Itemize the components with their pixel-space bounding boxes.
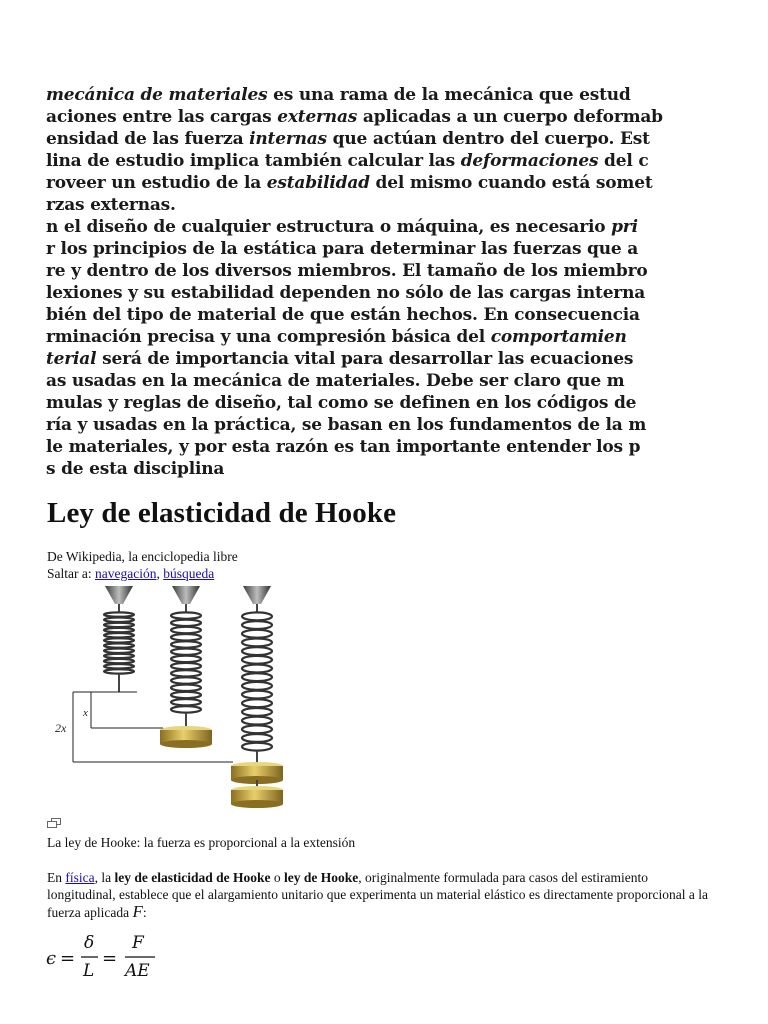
- coil-turn: [171, 706, 201, 712]
- coil-turn: [242, 682, 272, 690]
- scan-text: roveer un estudio de la: [46, 173, 267, 193]
- coil-turn: [104, 654, 134, 658]
- spring-3: [231, 586, 283, 808]
- intro-paragraph: [47, 869, 717, 921]
- scan-emphasis: pri: [611, 217, 638, 237]
- hooke-springs-figure: [45, 586, 295, 812]
- coil-turn: [171, 620, 201, 626]
- scan-line: [46, 238, 638, 260]
- coil-turn: [242, 743, 272, 751]
- scanned-text-excerpt: [46, 84, 663, 482]
- coil-turn: [171, 634, 201, 640]
- coil-turn: [242, 612, 272, 620]
- scan-line: [46, 128, 650, 150]
- coil-turn: [104, 659, 134, 663]
- scan-line: [46, 150, 648, 172]
- scan-line: [46, 392, 636, 414]
- coil-turn: [242, 656, 272, 664]
- scan-text: bién del tipo de material de que están hechos. En consecuencia: [46, 305, 640, 325]
- scan-text: as usadas en la mecánica de materiales. Debe ser claro que m: [46, 371, 625, 391]
- figure-caption: La ley de Hooke: la fuerza es proporcional a la extensión: [47, 835, 356, 850]
- scan-line: [46, 458, 224, 480]
- scan-emphasis: mecánica de materiales: [46, 85, 268, 105]
- scan-line: [46, 106, 663, 128]
- formula-F: F: [132, 933, 144, 953]
- scan-text: del c: [598, 151, 649, 171]
- jump-links: [47, 566, 214, 582]
- coil-turn: [242, 665, 272, 673]
- scan-text: s de esta disciplina: [46, 459, 225, 479]
- scan-line: [46, 414, 646, 436]
- coil-turn: [171, 641, 201, 647]
- formula-eq1: =: [60, 948, 76, 969]
- coil-turn: [242, 621, 272, 629]
- label-x: x: [83, 707, 88, 719]
- coil-turn: [171, 612, 201, 618]
- fisica-link[interactable]: física: [65, 870, 95, 885]
- coil-turn: [242, 725, 272, 733]
- formula-delta: δ: [84, 933, 95, 953]
- scan-emphasis: externas: [277, 107, 358, 127]
- spring-2: [160, 586, 212, 748]
- scan-emphasis: internas: [249, 129, 327, 149]
- coil-turn: [104, 612, 134, 616]
- formula-L: L: [83, 961, 95, 981]
- formula-epsilon: ϵ: [46, 948, 57, 969]
- scan-text: lexiones y su estabilidad dependen no sólo de las cargas interna: [46, 283, 646, 303]
- scan-text: del mismo cuando está somet: [369, 173, 653, 193]
- coil-turn: [104, 633, 134, 637]
- coil-turn: [171, 670, 201, 676]
- scan-line: [46, 172, 652, 194]
- scan-text: ría y usadas en la práctica, se basan en los fundamentos de la m: [46, 415, 647, 435]
- enlarge-icon[interactable]: [47, 818, 61, 828]
- scan-line: [46, 282, 645, 304]
- scan-text: le materiales, y por esta razón es tan importante entender los p: [46, 437, 641, 457]
- scan-line: [46, 304, 640, 326]
- scan-text: ensidad de las fuerza: [46, 129, 250, 149]
- jump-prefix: Saltar a:: [47, 566, 92, 581]
- force-symbol: F: [132, 902, 143, 921]
- coil-turn: [171, 627, 201, 633]
- scan-text: aciones entre las cargas: [46, 107, 278, 127]
- scan-text: que actúan dentro del cuerpo. Est: [326, 129, 650, 149]
- scan-text: es una rama de la mecánica que estud: [267, 85, 631, 105]
- coil-turn: [104, 649, 134, 653]
- scan-text: será de importancia vital para desarrollar las ecuaciones: [96, 349, 634, 369]
- scan-text: mulas y reglas de diseño, tal como se definen en los códigos de: [46, 393, 637, 413]
- scan-text: re y dentro de los diversos miembros. El tamaño de los miembro: [46, 261, 648, 281]
- scan-text: lina de estudio implica también calcular las: [46, 151, 461, 171]
- scan-line: [46, 84, 631, 106]
- scan-emphasis: comportamien: [490, 327, 627, 347]
- bold-term-1: ley de elasticidad de Hooke: [114, 870, 271, 885]
- page-title: Ley de elasticidad de Hooke: [47, 497, 397, 529]
- coil-turn: [104, 638, 134, 642]
- coil-turn: [104, 664, 134, 668]
- scan-line: [46, 348, 633, 370]
- coil-turn: [104, 628, 134, 632]
- scan-line: [46, 326, 627, 348]
- scan-text: rminación precisa y una compresión básica del: [46, 327, 491, 347]
- formula-eq2: =: [102, 948, 118, 969]
- coil-turn: [242, 630, 272, 638]
- p-rest: , originalmente formulada para casos del estiramiento longitudinal, establece que el alargamiento unitario que experimenta un material elástico es directamente proporcional a la fuerza aplicada: [47, 870, 708, 920]
- scan-text: n el diseño de cualquier estructura o máquina, es necesario: [46, 217, 612, 237]
- scan-emphasis: deformaciones: [460, 151, 599, 171]
- spring-1: [104, 586, 134, 692]
- p-end: :: [142, 905, 147, 920]
- scan-emphasis: terial: [46, 349, 97, 369]
- coil-turn: [171, 677, 201, 683]
- scan-line: [46, 216, 638, 238]
- scan-text: rzas externas.: [46, 195, 176, 215]
- scan-line: [46, 436, 640, 458]
- coil-turn: [171, 685, 201, 691]
- scan-line: [46, 370, 624, 392]
- coil-turn: [242, 717, 272, 725]
- navigation-link[interactable]: navegación: [94, 566, 157, 581]
- coil-turn: [242, 691, 272, 699]
- p-en: En: [47, 870, 62, 885]
- scan-text: aplicadas a un cuerpo deformab: [357, 107, 663, 127]
- coil-turn: [171, 699, 201, 705]
- wiki-source-line: De Wikipedia, la enciclopedia libre: [47, 549, 238, 564]
- coil-turn: [242, 647, 272, 655]
- scan-emphasis: estabilidad: [266, 173, 370, 193]
- scan-text: r los principios de la estática para determinar las fuerzas que a: [46, 239, 639, 259]
- p-o: o: [273, 870, 281, 885]
- coil-turn: [242, 734, 272, 742]
- coil-turn: [242, 708, 272, 716]
- coil-turn: [104, 643, 134, 647]
- coil-turn: [104, 623, 134, 627]
- scan-line: [46, 260, 648, 282]
- coil-turn: [242, 699, 272, 707]
- search-link[interactable]: búsqueda: [163, 566, 215, 581]
- bold-term-2: ley de Hooke: [284, 870, 359, 885]
- coil-turn: [104, 669, 134, 673]
- formula-AE: AE: [125, 961, 150, 981]
- scan-line: [46, 194, 176, 216]
- coil-turn: [171, 648, 201, 654]
- label-2x: 2x: [55, 721, 67, 735]
- displacement-markers: [73, 692, 233, 762]
- coil-turn: [171, 656, 201, 662]
- coil-turn: [242, 638, 272, 646]
- coil-turn: [104, 618, 134, 622]
- coil-turn: [171, 663, 201, 669]
- coil-turn: [242, 673, 272, 681]
- jump-separator: ,: [156, 566, 160, 581]
- hooke-formula: [46, 930, 176, 982]
- coil-turn: [171, 692, 201, 698]
- p-comma: , la: [94, 870, 112, 885]
